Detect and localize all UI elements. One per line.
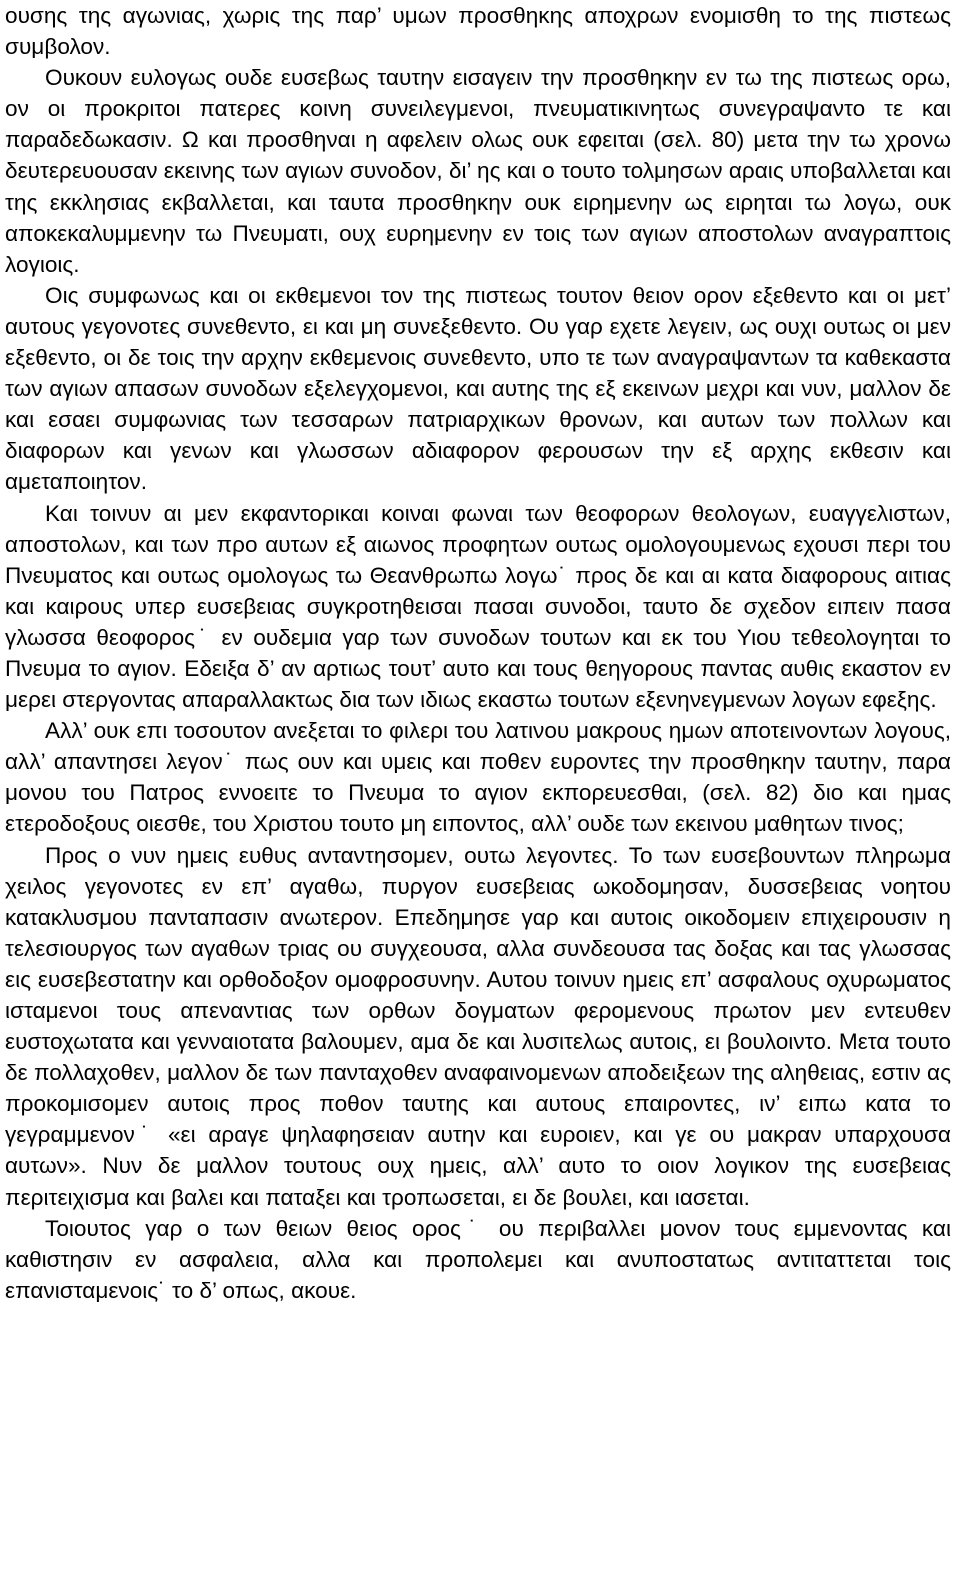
paragraph-7: Τοιουτος γαρ ο των θειων θειος ορος˙ ου περιβαλλει μονον τους εμμενοντας και καθιστησιν εν ασφαλεια, αλλα και προπολεμει και ανυποστατως αντιταττεται τοις επανισταμενοις˙ το δ’ οπως, ακουε.	[5, 1215, 951, 1303]
paragraph-4: Και τοινυν αι μεν εκφαντορικαι κοιναι φωναι των θεοφορων θεολογων, ευαγγελιστων, αποστολων, και των προ αυτων εξ αιωνος προφητων ουτως ομολογουμενως εχουσι περι του Πνευματος και ουτως ομολογως τω Θεανθρωπω λογω˙ προς δε και αι κατα διαφορους αιτιας και καιρους υπερ ευσεβειας συγκροτηθεισαι πασαι συνοδοι, ταυτο δε σχεδον ειπειν πασα γλωσσα θεοφορος˙ εν ουδεμια γαρ των συνοδων τουτων και εκ του Υιου τεθεολογηται το Πνευμα το αγιον. Εδειξα δ’ αν αρτιως τουτ’ αυτο και τους θεηγορους παντας αυθις εκαστον εν μερει στεργοντας απαραλλακτως δια των ιδιως εκαστω τουτων εξενηνεγμενων λογων εφεξης.	[5, 500, 951, 713]
paragraph-5: Αλλ’ ουκ επι τοσουτον ανεξεται το φιλερι του λατινου μακρους ημων αποτεινοντων λογους, αλλ’ απαντησει λεγον˙ πως ουν και υμεις και ποθεν ευροντες την προσθηκην ταυτην, παρα μονου του Πατρος εννοειτε το Πνευμα το αγιον εκπορευεσθαι, (σελ. 82) διο και ημας ετεροδοξους οιεσθε, του Χριστου τουτο μη ειποντος, αλλ’ ουδε των εκεινου μαθητων τινος;	[5, 718, 951, 837]
paragraph-2: Ουκουν ευλογως ουδε ευσεβως ταυτην εισαγειν την προσθηκην εν τω της πιστεως ορω, ον οι προκριτοι πατερες κοινη συνειλεγμενοι, πνευματικινητως συνεγραψαντο τε και παραδεδωκασιν. Ω και προσθηναι η αφελειν ολως ουκ εφειται (σελ. 80) μετα την τω χρονω δευτερευουσαν εκεινης των αγιων συνοδον, δι’ ης και ο τουτο τολμησων αραις υποβαλλεται και της εκκλησιας εκβαλλεται, και ταυτα προσθηκην ουκ ειρημενην ως ειρηται τω λογω, ουκ αποκεκαλυμμενην τω Πνευματι, ουχ ευρημενην εν τοις των αγιων αποστολων αναγραπτοις λογιοις.	[5, 65, 951, 277]
paragraph-3: Οις συμφωνως και οι εκθεμενοι τον της πιστεως τουτον θειον ορον εξεθεντο και οι μετ’ αυτους γεγονοτες συνεθεντο, ει και μη συνεξεθεντο. Ου γαρ εχετε λεγειν, ως ουχι ουτως οι μεν εξεθεντο, οι δε τοις την αρχην εκθεμενοις συνεθεντο, υπο τε των αναγραψαντων τα καθεκαστα των αγιων απασων συνοδων εξελεγχομενοι, και αυτης της εξ εκεινων μεχρι και νυν, μαλλον δε και εσαει συμφωνιας των τεσσαρων πατριαρχικων θρονων, και αυτων των πολλων και διαφορων και γενων και γλωσσων αδιαφορον φερουσων την εξ αρχης εκθεσιν και αμεταποιητον.	[5, 282, 951, 495]
document-page	[5, 0, 951, 1306]
paragraph-1: ουσης της αγωνιας, χωρις της παρ’ υμων προσθηκης αποχρων ενομισθη το της πιστεως συμβολον.	[5, 3, 951, 60]
paragraph-6: Προς ο νυν ημεις ευθυς ανταντησομεν, ουτω λεγοντες. Το των ευσεβουντων πληρωμα χειλος γεγονοτες εν επ’ αγαθω, πυργον ευσεβειας ωκοδομησαν, δυσσεβειας νοητου κατακλυσμου πανταπασιν ανωτερον. Επεδημησε γαρ και αυτοις οικοδομειν επιχειρουσιν η τελεσιουργος των αγαθων τριας ου συγχεουσα, αλλα συνδεουσα τας δοξας και τας γλωσσας εις ευσεβεστατην και ορθοδοξον ομοφροσυνην. Αυτου τοινυν ημεις επ’ ασφαλους οχυρωματος ισταμενοι τους απεναντιας των ορθων δογματων φερομενους πρωτον μεν εντευθεν ευστοχωτατα και γενναιοτατα βαλουμεν, αμα δε και λυσιτελως αυτοις, ει βουλοιντο. Μετα τουτο δε πολλαχοθεν, μαλλον δε των πανταχοθεν αναφαινομενων αποδειξεων της αληθειας, εστιν ας προκομισομεν αυτοις προς ποθον ταυτης και αυτους επαιροντες, ιν’ ειπω κατα το γεγραμμενον˙ «ει αραγε ψηλαφησειαν αυτην και ευροιεν, και γε ου μακραν υπαρχουσα αυτων». Νυν δε μαλλον τουτους ουχ ημεις, αλλ’ αυτο το οιον λογικον της ευσεβειας περιτειχισμα και βαλει και παταξει και τροπωσεται, ει δε βουλει, και ιασεται.	[5, 842, 951, 1210]
